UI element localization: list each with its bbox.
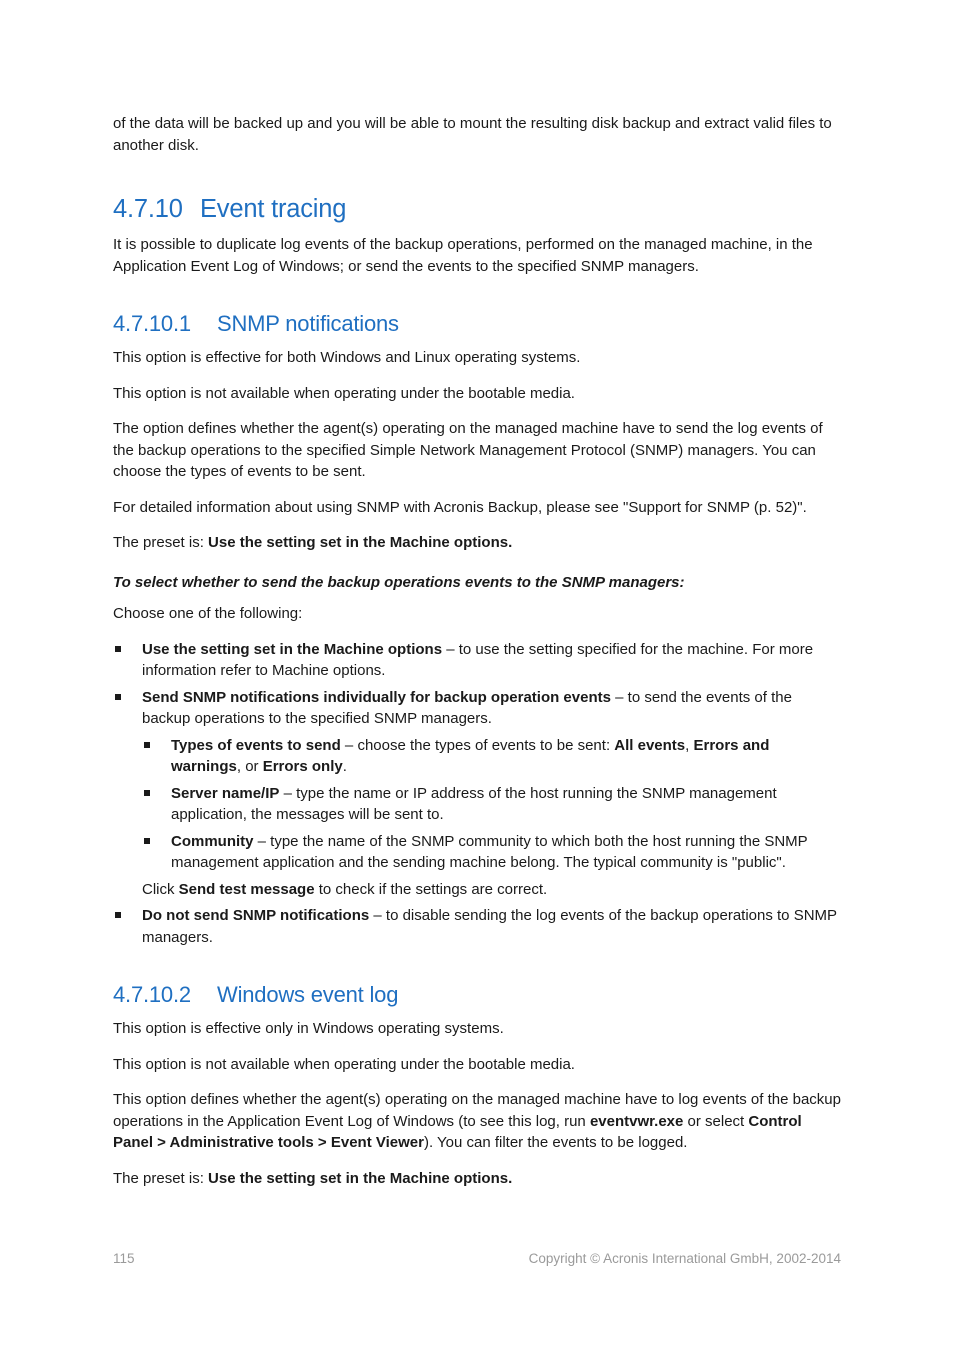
snmp-preset	[113, 532, 841, 554]
list-item	[113, 687, 841, 901]
option-2-bold: Send SNMP notifications individually for backup operation events	[142, 688, 611, 706]
snmp-paragraph-4: For detailed information about using SNMP with Acronis Backup, please see "Support for SNMP (p. 52)".	[113, 498, 807, 516]
sub-1-end: .	[342, 758, 347, 775]
winlog-paragraph-2: This option is not available when operating under the bootable media.	[113, 1055, 575, 1073]
snmp-paragraph-1: This option is effective for both Windows and Linux operating systems.	[113, 349, 581, 366]
sub-1-errors-only: Errors only	[262, 758, 343, 775]
snmp-paragraph-3: The option defines whether the agent(s) operating on the managed machine have to send the log events of the backup operations to the specified Simple Network Management Protocol (SNMP) managers. You can choose the types of events to be sent.	[113, 420, 823, 480]
snmp-sub-option-list	[142, 735, 841, 874]
winlog-preset-label: The preset is:	[113, 1169, 209, 1187]
winlog-control-panel-path: Control Panel > Administrative tools > Event Viewer	[113, 1112, 802, 1151]
sub-2-text: – type the name or IP address of the host running the SNMP management application, the messages will be sent to.	[171, 784, 777, 823]
click-pre: Click	[142, 880, 179, 898]
winlog-eventvwr: eventvwr.exe	[589, 1112, 684, 1130]
list-item	[142, 783, 841, 826]
snmp-title: SNMP notifications	[217, 311, 399, 336]
section-intro: It is possible to duplicate log events of the backup operations, performed on the managed machine, in the Application Event Log of Windows; or send the events to the specified SNMP managers.	[113, 236, 813, 275]
winlog-title: Windows event log	[217, 982, 399, 1007]
page-number: 115	[113, 1251, 135, 1266]
winlog-p3-d: ). You can filter the events to be logged.	[423, 1134, 688, 1151]
sub-1-all-events: All events	[614, 736, 686, 754]
option-3-text: – to disable sending the log events of the backup operations to SNMP managers.	[142, 907, 837, 946]
winlog-preset-value: Use the setting set in the Machine options.	[208, 1169, 513, 1187]
option-3-bold: Do not send SNMP notifications	[142, 907, 370, 924]
snmp-choose: Choose one of the following:	[113, 605, 303, 622]
winlog-paragraph-1: This option is effective only in Windows operating systems.	[113, 1020, 504, 1037]
snmp-preset-label: The preset is:	[113, 534, 209, 551]
send-test-note	[142, 879, 841, 901]
winlog-paragraph-3	[113, 1089, 841, 1154]
snmp-paragraph-2: This option is not available when operating under the bootable media.	[113, 384, 575, 402]
option-1-text: – to use the setting specified for the machine. For more information refer to Machine options.	[142, 640, 814, 679]
winlog-p3-a: This option defines whether the agent(s) operating on the managed machine have to log events of the backup operations in the Application Event Log of Windows (to see this log, run	[113, 1091, 841, 1130]
section-number: 4.7.10	[113, 195, 183, 223]
sub-3-text: – type the name of the SNMP community to which both the host running the SNMP management application and the sending machine belong. The typical community is "public".	[171, 832, 808, 871]
list-item	[142, 831, 841, 874]
snmp-number: 4.7.10.1	[113, 311, 191, 336]
winlog-preset	[113, 1168, 841, 1190]
sub-3-bold: Community	[171, 832, 254, 850]
list-item	[113, 905, 841, 948]
winlog-p3-c: or select	[683, 1112, 749, 1130]
snmp-option-list	[113, 639, 841, 949]
snmp-preset-value: Use the setting set in the Machine options.	[208, 534, 513, 551]
sub-1-text: – choose the types of events to be sent:	[340, 736, 615, 754]
snmp-heading	[113, 311, 841, 337]
section-heading	[113, 194, 841, 224]
sub-1-sep-1: ,	[685, 736, 694, 754]
click-post: to check if the settings are correct.	[314, 880, 548, 898]
sub-1-bold: Types of events to send	[171, 736, 341, 754]
winlog-heading	[113, 982, 841, 1008]
option-1-bold: Use the setting set in the Machine options	[142, 640, 443, 658]
sub-1-errors-warnings: Errors and warnings	[171, 736, 770, 775]
sub-2-bold: Server name/IP	[171, 784, 280, 802]
sub-1-sep-2: , or	[236, 758, 263, 775]
list-item	[113, 639, 841, 682]
send-test-message-label: Send test message	[178, 880, 315, 898]
list-item	[142, 735, 841, 778]
intro-paragraph: of the data will be backed up and you will be able to mount the resulting disk backup and extract valid files to another disk.	[113, 115, 832, 154]
copyright-notice: Copyright © Acronis International GmbH, 2002-2014	[528, 1251, 841, 1266]
winlog-number: 4.7.10.2	[113, 982, 191, 1007]
page-content	[113, 113, 841, 1203]
snmp-procedure-heading: To select whether to send the backup operations events to the SNMP managers:	[113, 573, 685, 591]
section-title: Event tracing	[200, 195, 347, 223]
option-2-text: – to send the events of the backup operations to the specified SNMP managers.	[142, 688, 792, 727]
